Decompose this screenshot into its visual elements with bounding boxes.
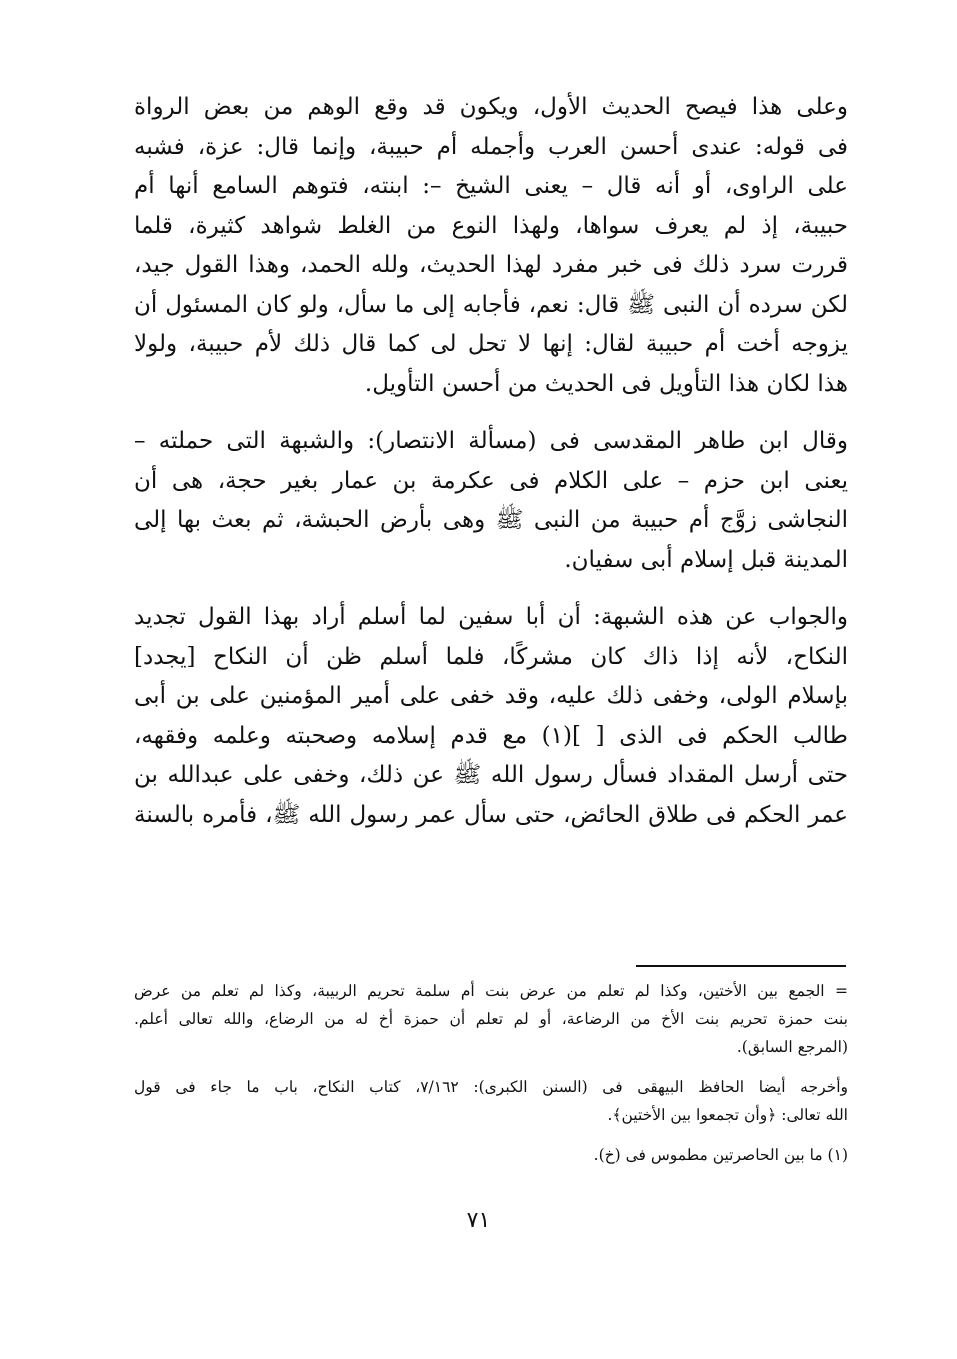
footnote-continuation <box>134 977 848 1061</box>
text-line: النكاح، لأنه إذا ذاك كان مشركًا، فلما أسلم ظن أن النكاح [يجدد] <box>134 643 848 670</box>
footnotes <box>134 977 848 1169</box>
paragraph-3 <box>134 598 848 835</box>
text-line: عمر الحكم فى طلاق الحائض، حتى سأل عمر رسول الله ﷺ، فأمره بالسنة <box>134 801 848 828</box>
text-line: لكن سرده أن النبى ﷺ قال: نعم، فأجابه إلى ما سأل، ولو كان المسئول أن <box>134 291 848 318</box>
text-line: على الراوى، أو أنه قال – يعنى الشيخ –: ابنته، فتوهم السامع أنها أم <box>134 173 848 199</box>
footnote-line: = الجمع بين الأختين، وكذا لم تعلم من عرض بنت أم سلمة تحريم الربيبة، وكذا لم تعلم من عرض <box>134 982 848 1000</box>
footnote-reference <box>134 1073 848 1129</box>
text-line: قررت سرد ذلك فى خبر مفرد لهذا الحديث، ولله الحمد، وهذا القول جيد، <box>134 252 848 278</box>
main-text <box>134 88 848 835</box>
text-line: وعلى هذا فيصح الحديث الأول، ويكون قد وقع الوهم من بعض الرواة <box>134 94 848 120</box>
text-line: حتى أرسل المقداد فسأل رسول الله ﷺ عن ذلك، وخفى على عبدالله بن <box>134 762 848 788</box>
text-line: فى قوله: عندى أحسن العرب وأجمله أم حبيبة، وإنما قال: عزة، فشبه <box>134 133 848 160</box>
text-line: يزوجه أخت أم حبيبة لقال: إنها لا تحل لى كما قال ذلك لأم حبيبة، ولولا <box>134 331 848 357</box>
footnote-line: (١) ما بين الحاصرتين مطموس فى (خ). <box>593 1146 848 1164</box>
footnote-line: بنت حمزة تحريم بنت الأخ من الرضاعة، أو لم تعلم أن حمزة أخ له من الرضاع، والله تعالى أعلم. <box>134 1010 848 1028</box>
paragraph-2 <box>134 422 848 580</box>
text-line: حبيبة، إذ لم يعرف سواها، ولهذا النوع من الغلط شواهد كثيرة، قلما <box>134 212 848 239</box>
page-number: ٧١ <box>466 1208 491 1233</box>
text-line: المدينة قبل إسلام أبى سفيان. <box>564 546 848 573</box>
text-line: بإسلام الولى، وخفى ذلك عليه، وقد خفى على أمير المؤمنين على بن أبى <box>134 683 848 709</box>
paragraph-1 <box>134 88 848 404</box>
footnote-line: وأخرجه أيضا الحافظ البيهقى فى (السنن الكبرى): ٧/١٦٢، كتاب النكاح، باب ما جاء فى قول <box>134 1078 848 1096</box>
text-line: هذا لكان هذا التأويل فى الحديث من أحسن التأويل. <box>364 370 848 397</box>
text-line: وقال ابن طاهر المقدسى فى (مسألة الانتصار): والشبهة التى حملته – <box>134 428 848 454</box>
text-line: طالب الحكم فى الذى [ ](١) مع قدم إسلامه وصحبته وعلمه وفقهه، <box>134 722 848 749</box>
footnote-separator <box>636 965 846 967</box>
footnote-line: (المرجع السابق). <box>736 1038 848 1056</box>
text-line: يعنى ابن حزم – على الكلام فى عكرمة بن عمار بغير حجة، هى أن <box>134 467 848 494</box>
text-line: النجاشى زوَّج أم حبيبة من النبى ﷺ وهى بأرض الحبشة، ثم بعث بها إلى <box>134 507 848 533</box>
text-line: والجواب عن هذه الشبهة: أن أبا سفين لما أسلم أراد بهذا القول تجديد <box>134 604 848 630</box>
footnote-line: الله تعالى: ﴿وأن تجمعوا بين الأختين﴾. <box>607 1106 848 1124</box>
footnote-1 <box>134 1141 848 1169</box>
